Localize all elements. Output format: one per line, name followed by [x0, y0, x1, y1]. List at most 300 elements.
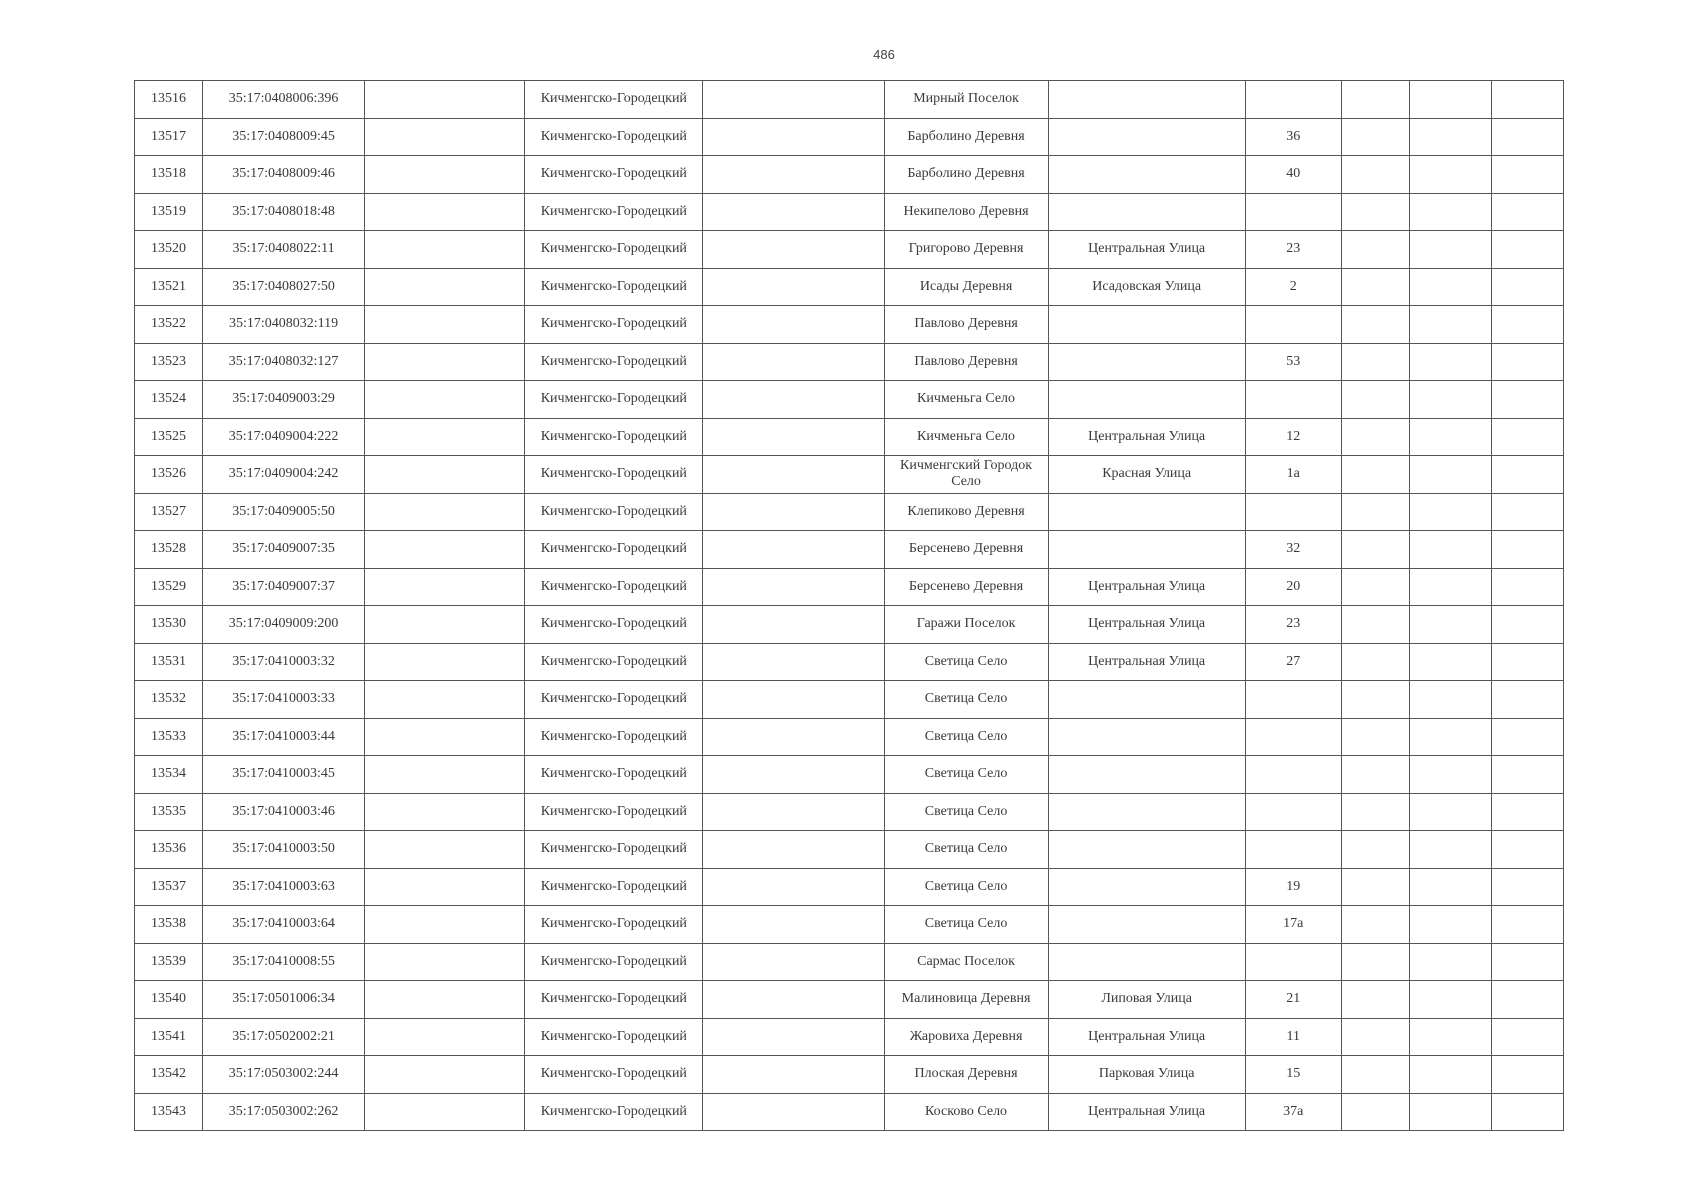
street-cell — [1048, 831, 1245, 869]
house-number-cell: 11 — [1245, 1018, 1341, 1056]
blank-cell — [1491, 943, 1563, 981]
record-number-cell: 13530 — [135, 606, 203, 644]
blank-cell — [365, 231, 525, 269]
cadastral-number-cell: 35:17:0501006:34 — [203, 981, 365, 1019]
table-row — [135, 118, 1564, 156]
house-number-cell — [1245, 718, 1341, 756]
blank-cell — [365, 381, 525, 419]
locality-cell: Барболино Деревня — [884, 156, 1048, 194]
street-cell: Красная Улица — [1048, 456, 1245, 494]
blank-cell — [1341, 193, 1409, 231]
house-number-cell: 2 — [1245, 268, 1341, 306]
blank-cell — [1491, 231, 1563, 269]
locality-cell: Павлово Деревня — [884, 343, 1048, 381]
blank-cell — [1341, 568, 1409, 606]
table-row — [135, 456, 1564, 494]
locality-cell: Светица Село — [884, 906, 1048, 944]
record-number-cell: 13526 — [135, 456, 203, 494]
blank-cell — [365, 456, 525, 494]
blank-cell — [365, 831, 525, 869]
blank-cell — [1341, 906, 1409, 944]
district-cell: Кичменгско-Городецкий — [525, 531, 703, 569]
record-number-cell: 13523 — [135, 343, 203, 381]
street-cell — [1048, 718, 1245, 756]
blank-cell — [1341, 456, 1409, 494]
blank-cell — [365, 306, 525, 344]
house-number-cell — [1245, 493, 1341, 531]
house-number-cell — [1245, 831, 1341, 869]
blank-cell — [365, 1018, 525, 1056]
district-cell: Кичменгско-Городецкий — [525, 81, 703, 119]
table-row — [135, 568, 1564, 606]
district-cell: Кичменгско-Городецкий — [525, 793, 703, 831]
house-number-cell: 21 — [1245, 981, 1341, 1019]
house-number-cell: 23 — [1245, 606, 1341, 644]
house-number-cell: 40 — [1245, 156, 1341, 194]
record-number-cell: 13542 — [135, 1056, 203, 1094]
blank-cell — [1409, 193, 1491, 231]
blank-cell — [365, 156, 525, 194]
blank-cell — [703, 531, 884, 569]
street-cell: Центральная Улица — [1048, 1018, 1245, 1056]
cadastral-number-cell: 35:17:0410003:44 — [203, 718, 365, 756]
blank-cell — [1409, 831, 1491, 869]
blank-cell — [1341, 418, 1409, 456]
blank-cell — [1341, 1093, 1409, 1131]
record-number-cell: 13540 — [135, 981, 203, 1019]
table-row — [135, 756, 1564, 794]
district-cell: Кичменгско-Городецкий — [525, 981, 703, 1019]
district-cell: Кичменгско-Городецкий — [525, 831, 703, 869]
street-cell — [1048, 306, 1245, 344]
blank-cell — [1491, 81, 1563, 119]
table-row — [135, 831, 1564, 869]
table-row — [135, 1093, 1564, 1131]
table-row — [135, 643, 1564, 681]
blank-cell — [365, 868, 525, 906]
district-cell: Кичменгско-Городецкий — [525, 493, 703, 531]
table-row — [135, 1018, 1564, 1056]
blank-cell — [1341, 718, 1409, 756]
table-row — [135, 906, 1564, 944]
street-cell: Липовая Улица — [1048, 981, 1245, 1019]
locality-cell: Плоская Деревня — [884, 1056, 1048, 1094]
blank-cell — [1491, 793, 1563, 831]
table-row — [135, 868, 1564, 906]
cadastral-number-cell: 35:17:0408032:119 — [203, 306, 365, 344]
blank-cell — [365, 343, 525, 381]
district-cell: Кичменгско-Городецкий — [525, 418, 703, 456]
blank-cell — [1409, 793, 1491, 831]
blank-cell — [703, 306, 884, 344]
locality-cell: Гаражи Поселок — [884, 606, 1048, 644]
locality-cell: Светица Село — [884, 756, 1048, 794]
blank-cell — [703, 156, 884, 194]
blank-cell — [1409, 1093, 1491, 1131]
locality-cell: Косково Село — [884, 1093, 1048, 1131]
blank-cell — [365, 718, 525, 756]
blank-cell — [703, 193, 884, 231]
table-row — [135, 418, 1564, 456]
cadastral-number-cell: 35:17:0408006:396 — [203, 81, 365, 119]
blank-cell — [1491, 493, 1563, 531]
blank-cell — [1409, 268, 1491, 306]
cadastral-number-cell: 35:17:0410003:45 — [203, 756, 365, 794]
cadastral-number-cell: 35:17:0503002:244 — [203, 1056, 365, 1094]
house-number-cell: 36 — [1245, 118, 1341, 156]
table-row — [135, 268, 1564, 306]
blank-cell — [1409, 718, 1491, 756]
blank-cell — [1491, 1056, 1563, 1094]
record-number-cell: 13528 — [135, 531, 203, 569]
street-cell — [1048, 793, 1245, 831]
locality-cell: Кичменгский Городок Село — [884, 456, 1048, 494]
blank-cell — [703, 268, 884, 306]
blank-cell — [703, 493, 884, 531]
record-number-cell: 13532 — [135, 681, 203, 719]
blank-cell — [1491, 381, 1563, 419]
blank-cell — [1491, 606, 1563, 644]
blank-cell — [365, 793, 525, 831]
record-number-cell: 13520 — [135, 231, 203, 269]
cadastral-number-cell: 35:17:0408027:50 — [203, 268, 365, 306]
district-cell: Кичменгско-Городецкий — [525, 943, 703, 981]
cadastral-number-cell: 35:17:0410003:32 — [203, 643, 365, 681]
street-cell — [1048, 906, 1245, 944]
blank-cell — [365, 756, 525, 794]
blank-cell — [365, 268, 525, 306]
table-row — [135, 81, 1564, 119]
locality-cell: Светица Село — [884, 831, 1048, 869]
record-number-cell: 13541 — [135, 1018, 203, 1056]
house-number-cell — [1245, 193, 1341, 231]
table-row — [135, 343, 1564, 381]
house-number-cell: 17а — [1245, 906, 1341, 944]
street-cell: Исадовская Улица — [1048, 268, 1245, 306]
blank-cell — [1341, 118, 1409, 156]
blank-cell — [1491, 306, 1563, 344]
street-cell — [1048, 531, 1245, 569]
locality-cell: Берсенево Деревня — [884, 568, 1048, 606]
blank-cell — [703, 943, 884, 981]
blank-cell — [703, 231, 884, 269]
blank-cell — [703, 906, 884, 944]
blank-cell — [1341, 643, 1409, 681]
record-number-cell: 13516 — [135, 81, 203, 119]
blank-cell — [1341, 943, 1409, 981]
blank-cell — [1341, 793, 1409, 831]
blank-cell — [1409, 906, 1491, 944]
house-number-cell: 53 — [1245, 343, 1341, 381]
blank-cell — [365, 418, 525, 456]
blank-cell — [703, 381, 884, 419]
blank-cell — [1341, 531, 1409, 569]
blank-cell — [365, 681, 525, 719]
blank-cell — [703, 981, 884, 1019]
street-cell — [1048, 868, 1245, 906]
blank-cell — [365, 118, 525, 156]
locality-cell: Берсенево Деревня — [884, 531, 1048, 569]
page-number: 486 — [873, 47, 895, 62]
blank-cell — [365, 81, 525, 119]
blank-cell — [703, 568, 884, 606]
district-cell: Кичменгско-Городецкий — [525, 606, 703, 644]
blank-cell — [1409, 493, 1491, 531]
district-cell: Кичменгско-Городецкий — [525, 756, 703, 794]
table-row — [135, 231, 1564, 269]
table-row — [135, 718, 1564, 756]
blank-cell — [1409, 343, 1491, 381]
blank-cell — [1409, 681, 1491, 719]
blank-cell — [1341, 231, 1409, 269]
blank-cell — [365, 1093, 525, 1131]
locality-cell: Малиновица Деревня — [884, 981, 1048, 1019]
blank-cell — [1491, 268, 1563, 306]
cadastral-number-cell: 35:17:0410003:64 — [203, 906, 365, 944]
blank-cell — [703, 418, 884, 456]
registry-table — [134, 80, 1564, 1131]
cadastral-number-cell: 35:17:0503002:262 — [203, 1093, 365, 1131]
street-cell — [1048, 81, 1245, 119]
cadastral-number-cell: 35:17:0408018:48 — [203, 193, 365, 231]
street-cell: Центральная Улица — [1048, 643, 1245, 681]
blank-cell — [1341, 268, 1409, 306]
district-cell: Кичменгско-Городецкий — [525, 231, 703, 269]
house-number-cell: 37а — [1245, 1093, 1341, 1131]
record-number-cell: 13534 — [135, 756, 203, 794]
cadastral-number-cell: 35:17:0409009:200 — [203, 606, 365, 644]
blank-cell — [1409, 456, 1491, 494]
blank-cell — [703, 643, 884, 681]
blank-cell — [1409, 943, 1491, 981]
blank-cell — [1491, 568, 1563, 606]
street-cell — [1048, 756, 1245, 794]
blank-cell — [1341, 306, 1409, 344]
street-cell: Центральная Улица — [1048, 606, 1245, 644]
blank-cell — [1491, 118, 1563, 156]
blank-cell — [1341, 81, 1409, 119]
record-number-cell: 13531 — [135, 643, 203, 681]
blank-cell — [1409, 118, 1491, 156]
district-cell: Кичменгско-Городецкий — [525, 1018, 703, 1056]
blank-cell — [1341, 681, 1409, 719]
street-cell — [1048, 193, 1245, 231]
blank-cell — [1341, 1056, 1409, 1094]
street-cell — [1048, 156, 1245, 194]
locality-cell: Светица Село — [884, 643, 1048, 681]
district-cell: Кичменгско-Городецкий — [525, 643, 703, 681]
house-number-cell: 23 — [1245, 231, 1341, 269]
table-row — [135, 1056, 1564, 1094]
blank-cell — [1409, 868, 1491, 906]
blank-cell — [1491, 156, 1563, 194]
blank-cell — [703, 606, 884, 644]
blank-cell — [703, 756, 884, 794]
street-cell: Центральная Улица — [1048, 231, 1245, 269]
cadastral-number-cell: 35:17:0409004:242 — [203, 456, 365, 494]
house-number-cell: 19 — [1245, 868, 1341, 906]
blank-cell — [1409, 306, 1491, 344]
district-cell: Кичменгско-Городецкий — [525, 718, 703, 756]
blank-cell — [703, 793, 884, 831]
table-row — [135, 531, 1564, 569]
cadastral-number-cell: 35:17:0408009:46 — [203, 156, 365, 194]
blank-cell — [365, 643, 525, 681]
locality-cell: Мирный Поселок — [884, 81, 1048, 119]
street-cell: Парковая Улица — [1048, 1056, 1245, 1094]
blank-cell — [703, 118, 884, 156]
blank-cell — [703, 681, 884, 719]
record-number-cell: 13543 — [135, 1093, 203, 1131]
cadastral-number-cell: 35:17:0408009:45 — [203, 118, 365, 156]
blank-cell — [1491, 1093, 1563, 1131]
street-cell — [1048, 118, 1245, 156]
cadastral-number-cell: 35:17:0502002:21 — [203, 1018, 365, 1056]
blank-cell — [1491, 756, 1563, 794]
record-number-cell: 13525 — [135, 418, 203, 456]
blank-cell — [1491, 906, 1563, 944]
blank-cell — [703, 1093, 884, 1131]
district-cell: Кичменгско-Городецкий — [525, 456, 703, 494]
district-cell: Кичменгско-Городецкий — [525, 268, 703, 306]
blank-cell — [365, 1056, 525, 1094]
blank-cell — [1491, 343, 1563, 381]
blank-cell — [1409, 1056, 1491, 1094]
house-number-cell: 20 — [1245, 568, 1341, 606]
locality-cell: Барболино Деревня — [884, 118, 1048, 156]
blank-cell — [1409, 756, 1491, 794]
blank-cell — [1341, 493, 1409, 531]
blank-cell — [703, 831, 884, 869]
house-number-cell — [1245, 306, 1341, 344]
blank-cell — [1409, 981, 1491, 1019]
blank-cell — [1341, 156, 1409, 194]
blank-cell — [703, 868, 884, 906]
table-row — [135, 981, 1564, 1019]
blank-cell — [1341, 343, 1409, 381]
blank-cell — [1409, 568, 1491, 606]
table-row — [135, 681, 1564, 719]
blank-cell — [1341, 606, 1409, 644]
house-number-cell: 1а — [1245, 456, 1341, 494]
blank-cell — [1491, 831, 1563, 869]
cadastral-number-cell: 35:17:0409003:29 — [203, 381, 365, 419]
blank-cell — [1341, 1018, 1409, 1056]
blank-cell — [1491, 681, 1563, 719]
record-number-cell: 13518 — [135, 156, 203, 194]
locality-cell: Некипелово Деревня — [884, 193, 1048, 231]
table-row — [135, 193, 1564, 231]
blank-cell — [1491, 981, 1563, 1019]
table-row — [135, 381, 1564, 419]
record-number-cell: 13533 — [135, 718, 203, 756]
house-number-cell — [1245, 381, 1341, 419]
district-cell: Кичменгско-Городецкий — [525, 1093, 703, 1131]
house-number-cell: 15 — [1245, 1056, 1341, 1094]
street-cell: Центральная Улица — [1048, 418, 1245, 456]
blank-cell — [1491, 193, 1563, 231]
table-row — [135, 493, 1564, 531]
district-cell: Кичменгско-Городецкий — [525, 193, 703, 231]
record-number-cell: 13517 — [135, 118, 203, 156]
street-cell — [1048, 943, 1245, 981]
blank-cell — [1491, 531, 1563, 569]
locality-cell: Павлово Деревня — [884, 306, 1048, 344]
record-number-cell: 13519 — [135, 193, 203, 231]
blank-cell — [1341, 831, 1409, 869]
blank-cell — [365, 531, 525, 569]
street-cell: Центральная Улица — [1048, 568, 1245, 606]
blank-cell — [1491, 643, 1563, 681]
street-cell — [1048, 681, 1245, 719]
blank-cell — [1409, 643, 1491, 681]
blank-cell — [365, 906, 525, 944]
locality-cell: Клепиково Деревня — [884, 493, 1048, 531]
locality-cell: Кичменьга Село — [884, 418, 1048, 456]
district-cell: Кичменгско-Городецкий — [525, 306, 703, 344]
locality-cell: Исады Деревня — [884, 268, 1048, 306]
blank-cell — [1341, 981, 1409, 1019]
blank-cell — [365, 606, 525, 644]
locality-cell: Светица Село — [884, 681, 1048, 719]
blank-cell — [365, 568, 525, 606]
blank-cell — [703, 1056, 884, 1094]
house-number-cell — [1245, 756, 1341, 794]
street-cell — [1048, 381, 1245, 419]
house-number-cell: 12 — [1245, 418, 1341, 456]
blank-cell — [365, 981, 525, 1019]
blank-cell — [1409, 381, 1491, 419]
record-number-cell: 13522 — [135, 306, 203, 344]
table-row — [135, 943, 1564, 981]
house-number-cell: 32 — [1245, 531, 1341, 569]
record-number-cell: 13539 — [135, 943, 203, 981]
cadastral-number-cell: 35:17:0409005:50 — [203, 493, 365, 531]
record-number-cell: 13535 — [135, 793, 203, 831]
blank-cell — [1341, 868, 1409, 906]
blank-cell — [703, 456, 884, 494]
locality-cell: Григорово Деревня — [884, 231, 1048, 269]
locality-cell: Жаровиха Деревня — [884, 1018, 1048, 1056]
street-cell: Центральная Улица — [1048, 1093, 1245, 1131]
table-row — [135, 306, 1564, 344]
locality-cell: Светица Село — [884, 718, 1048, 756]
street-cell — [1048, 343, 1245, 381]
blank-cell — [1409, 606, 1491, 644]
house-number-cell — [1245, 681, 1341, 719]
record-number-cell: 13529 — [135, 568, 203, 606]
blank-cell — [1491, 868, 1563, 906]
locality-cell: Светица Село — [884, 868, 1048, 906]
cadastral-number-cell: 35:17:0410003:33 — [203, 681, 365, 719]
blank-cell — [1341, 756, 1409, 794]
blank-cell — [1491, 718, 1563, 756]
table-row — [135, 793, 1564, 831]
blank-cell — [1409, 156, 1491, 194]
district-cell: Кичменгско-Городецкий — [525, 381, 703, 419]
district-cell: Кичменгско-Городецкий — [525, 906, 703, 944]
blank-cell — [1341, 381, 1409, 419]
table-row — [135, 606, 1564, 644]
cadastral-number-cell: 35:17:0409007:37 — [203, 568, 365, 606]
district-cell: Кичменгско-Городецкий — [525, 568, 703, 606]
blank-cell — [703, 718, 884, 756]
house-number-cell — [1245, 943, 1341, 981]
blank-cell — [703, 1018, 884, 1056]
locality-cell: Кичменьга Село — [884, 381, 1048, 419]
district-cell: Кичменгско-Городецкий — [525, 118, 703, 156]
cadastral-number-cell: 35:17:0409007:35 — [203, 531, 365, 569]
